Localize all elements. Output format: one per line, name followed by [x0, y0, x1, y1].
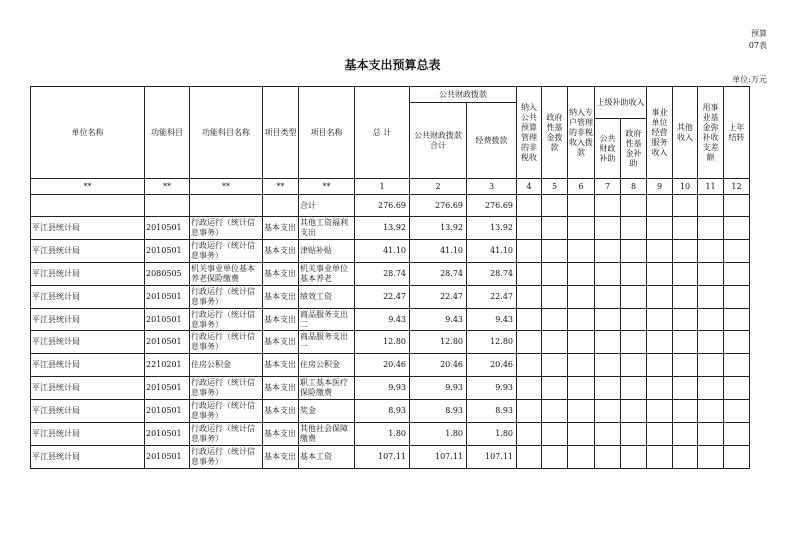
func-code-cell: 2010501 [145, 331, 190, 354]
table-row [31, 423, 750, 446]
func-code-cell: 2010501 [145, 423, 190, 446]
func-code-cell: 2210201 [145, 354, 190, 377]
item-type-cell [263, 285, 299, 308]
index-cell: 6 [568, 179, 595, 195]
funding-cell: 107.11 [467, 445, 517, 468]
empty-cell [673, 377, 698, 400]
index-cell: 3 [467, 179, 517, 195]
empty-cell [568, 423, 595, 446]
empty-cell [542, 217, 568, 240]
empty-cell [698, 354, 724, 377]
empty-cell [673, 423, 698, 446]
func-code-cell: 2010501 [145, 400, 190, 423]
total-cell: 20.46 [355, 354, 410, 377]
empty-cell [595, 262, 621, 285]
func-name-cell [190, 217, 263, 240]
header-special-non-tax: 纳入专户管理的非税收入拨款 [568, 87, 595, 179]
index-cell: 8 [621, 179, 647, 195]
item-name-cell-text: 其他工资福利支出 [300, 217, 348, 237]
item-name-cell [299, 354, 355, 377]
total-funding-amount: 276.69 [467, 195, 517, 217]
public-fiscal-cell: 13.92 [410, 217, 467, 240]
public-fiscal-cell: 12.80 [410, 331, 467, 354]
table-row [31, 354, 750, 377]
func-name-cell-text: 行政运行（统计信息事务） [191, 217, 255, 237]
funding-cell: 1.80 [467, 423, 517, 446]
total-amount: 276.69 [355, 195, 410, 217]
item-name-cell [299, 331, 355, 354]
table-row [31, 308, 750, 331]
func-name-cell-text: 住房公积金 [191, 360, 231, 370]
total-label: 合计 [299, 195, 355, 217]
empty-cell [647, 377, 673, 400]
page-title: 基本支出预算总表 [344, 58, 441, 72]
index-row [31, 179, 750, 195]
header-biz-income: 事业单位经营服务收入 [647, 87, 673, 179]
header-item-name: 项目名称 [299, 87, 355, 179]
empty-cell [542, 445, 568, 468]
func-name-cell-text: 行政运行（统计信息事务） [191, 446, 255, 466]
empty-cell [698, 239, 724, 262]
funding-cell: 28.74 [467, 262, 517, 285]
empty-cell [698, 262, 724, 285]
empty-cell [724, 400, 750, 423]
index-cell: 5 [542, 179, 568, 195]
empty-cell [724, 239, 750, 262]
func-name-cell [190, 239, 263, 262]
empty-cell [517, 308, 542, 331]
item-type-cell-text: 基本支出 [264, 314, 296, 324]
func-name-cell-text: 行政运行（统计信息事务） [191, 286, 255, 306]
table-row [31, 217, 750, 240]
total-cell: 8.93 [355, 400, 410, 423]
item-name-cell-text: 基本工资 [300, 451, 332, 461]
header-func-code: 功能科目 [145, 87, 190, 179]
item-name-cell [299, 239, 355, 262]
empty-cell [673, 285, 698, 308]
header-carryover: 上年结转 [724, 87, 750, 179]
func-code-cell: 2010501 [145, 217, 190, 240]
item-name-cell [299, 445, 355, 468]
empty-cell [673, 445, 698, 468]
empty-cell [724, 308, 750, 331]
budget-table [30, 86, 750, 469]
empty-cell [698, 400, 724, 423]
empty-cell [568, 217, 595, 240]
index-cell: ** [145, 179, 190, 195]
empty-cell [673, 239, 698, 262]
empty-cell [724, 445, 750, 468]
empty-cell [568, 400, 595, 423]
empty-cell [698, 285, 724, 308]
func-name-cell-text: 行政运行（统计信息事务） [191, 309, 255, 329]
item-name-cell [299, 377, 355, 400]
empty-cell [673, 308, 698, 331]
empty-cell [517, 331, 542, 354]
empty-cell [517, 239, 542, 262]
funding-cell: 22.47 [467, 285, 517, 308]
empty-cell [595, 354, 621, 377]
empty-cell [542, 423, 568, 446]
unit-name-cell: 平江县统计局 [31, 445, 145, 468]
empty-cell [517, 262, 542, 285]
unit-name-cell: 平江县统计局 [31, 217, 145, 240]
empty-cell [673, 217, 698, 240]
empty-cell [673, 400, 698, 423]
empty-cell [595, 217, 621, 240]
empty-cell [542, 354, 568, 377]
empty-cell [517, 445, 542, 468]
empty-cell [621, 285, 647, 308]
header-public-fiscal-total: 公共财政拨款合计 [410, 103, 467, 179]
empty-cell [673, 331, 698, 354]
total-row [31, 195, 750, 217]
item-type-cell-text: 基本支出 [264, 451, 296, 461]
header-public-fiscal: 公共财政拨款 [410, 87, 517, 103]
public-fiscal-cell: 8.93 [410, 400, 467, 423]
corner-line-1: 预算 [751, 29, 767, 38]
empty-cell [542, 308, 568, 331]
public-fiscal-cell: 1.80 [410, 423, 467, 446]
total-cell: 9.43 [355, 308, 410, 331]
empty-cell [673, 354, 698, 377]
empty-cell [698, 445, 724, 468]
empty-cell [568, 308, 595, 331]
empty-cell [647, 239, 673, 262]
item-name-cell-text: 津贴补贴 [300, 245, 332, 255]
empty-cell [568, 239, 595, 262]
total-cell: 13.92 [355, 217, 410, 240]
funding-cell: 9.93 [467, 377, 517, 400]
header-gov-fund-subsidy: 政府性基金补助 [621, 119, 647, 179]
empty-cell [595, 423, 621, 446]
empty-cell [517, 354, 542, 377]
item-name-cell [299, 285, 355, 308]
unit-name-cell: 平江县统计局 [31, 331, 145, 354]
func-name-cell [190, 331, 263, 354]
func-code-cell: 2010501 [145, 308, 190, 331]
unit-name-cell: 平江县统计局 [31, 354, 145, 377]
empty-cell [595, 400, 621, 423]
table-row [31, 239, 750, 262]
func-name-cell [190, 285, 263, 308]
empty-cell [698, 308, 724, 331]
func-name-cell-text: 行政运行（统计信息事务） [191, 378, 255, 398]
item-type-cell [263, 331, 299, 354]
funding-cell: 41.10 [467, 239, 517, 262]
empty-cell [647, 285, 673, 308]
empty-cell [647, 262, 673, 285]
item-name-cell [299, 217, 355, 240]
item-name-cell [299, 262, 355, 285]
header-funding: 经费拨款 [467, 103, 517, 179]
unit-name-cell: 平江县统计局 [31, 423, 145, 446]
item-type-cell [263, 400, 299, 423]
item-name-cell-text: 奖金 [300, 406, 316, 416]
empty-cell [517, 285, 542, 308]
func-code-cell: 2080505 [145, 262, 190, 285]
item-type-cell-text: 基本支出 [264, 360, 296, 370]
empty-cell [647, 354, 673, 377]
func-name-cell-text: 行政运行（统计信息事务） [191, 240, 255, 260]
empty-cell [568, 285, 595, 308]
empty-cell [724, 377, 750, 400]
item-type-cell-text: 基本支出 [264, 428, 296, 438]
empty-cell [698, 217, 724, 240]
item-type-cell-text: 基本支出 [264, 383, 296, 393]
empty-cell [595, 285, 621, 308]
item-name-cell [299, 400, 355, 423]
table-number [749, 28, 767, 52]
func-name-cell [190, 262, 263, 285]
empty-cell [568, 354, 595, 377]
item-name-cell-text: 商品服务支出二 [300, 309, 348, 329]
table-row [31, 331, 750, 354]
item-type-cell [263, 423, 299, 446]
item-name-cell-text: 职工基本医疗保险缴费 [300, 378, 348, 398]
total-cell: 22.47 [355, 285, 410, 308]
funding-cell: 20.46 [467, 354, 517, 377]
empty-cell [621, 423, 647, 446]
empty-cell [647, 423, 673, 446]
unit-label: 单位:万元 [732, 75, 767, 84]
empty-cell [621, 262, 647, 285]
empty-cell [568, 331, 595, 354]
public-fiscal-cell: 28.74 [410, 262, 467, 285]
func-name-cell [190, 423, 263, 446]
empty-cell [724, 423, 750, 446]
empty-cell [595, 239, 621, 262]
index-cell: ** [299, 179, 355, 195]
header-fund-offset: 用事业基金弥补收支差额 [698, 87, 724, 179]
index-cell: ** [31, 179, 145, 195]
item-name-cell-text: 绩效工资 [300, 291, 332, 301]
header-non-tax: 纳入公共预算管理的非税收 [517, 87, 542, 179]
empty-cell [698, 377, 724, 400]
func-code-cell: 2010501 [145, 285, 190, 308]
public-fiscal-cell: 20.46 [410, 354, 467, 377]
unit-name-cell: 平江县统计局 [31, 377, 145, 400]
empty-cell [621, 239, 647, 262]
total-cell: 107.11 [355, 445, 410, 468]
item-type-cell [263, 445, 299, 468]
item-type-cell [263, 377, 299, 400]
empty-cell [517, 400, 542, 423]
unit-name-cell: 平江县统计局 [31, 400, 145, 423]
empty-cell [621, 308, 647, 331]
empty-cell [621, 377, 647, 400]
table-row [31, 400, 750, 423]
total-public-amount: 276.69 [410, 195, 467, 217]
func-name-cell-text: 行政运行（统计信息事务） [191, 332, 255, 352]
unit-name-cell: 平江县统计局 [31, 239, 145, 262]
unit-name-cell: 平江县统计局 [31, 308, 145, 331]
total-cell: 41.10 [355, 239, 410, 262]
index-cell: 7 [595, 179, 621, 195]
item-name-cell-text: 机关事业单位基本养老 [300, 263, 348, 283]
header-gov-fund: 政府性基金拨款 [542, 87, 568, 179]
header-total: 总 计 [355, 87, 410, 179]
empty-cell [724, 354, 750, 377]
table-row [31, 262, 750, 285]
total-cell: 9.93 [355, 377, 410, 400]
funding-cell: 13.92 [467, 217, 517, 240]
func-code-cell: 2010501 [145, 445, 190, 468]
func-name-cell [190, 445, 263, 468]
index-cell: ** [263, 179, 299, 195]
item-name-cell [299, 308, 355, 331]
index-cell: 9 [647, 179, 673, 195]
empty-cell [724, 217, 750, 240]
item-type-cell [263, 239, 299, 262]
empty-cell [698, 423, 724, 446]
table-row [31, 377, 750, 400]
item-type-cell [263, 262, 299, 285]
funding-cell: 9.43 [467, 308, 517, 331]
total-cell: 28.74 [355, 262, 410, 285]
empty-cell [724, 262, 750, 285]
func-name-cell-text: 行政运行（统计信息事务） [191, 401, 255, 421]
item-name-cell-text: 住房公积金 [300, 360, 340, 370]
item-type-cell-text: 基本支出 [264, 222, 296, 232]
public-fiscal-cell: 22.47 [410, 285, 467, 308]
item-type-cell [263, 354, 299, 377]
empty-cell [724, 285, 750, 308]
header-public-fiscal-subsidy: 公共财政补助 [595, 119, 621, 179]
empty-cell [542, 331, 568, 354]
empty-cell [595, 445, 621, 468]
empty-cell [517, 217, 542, 240]
index-cell: 12 [724, 179, 750, 195]
empty-cell [621, 331, 647, 354]
item-name-cell-text: 商品服务支出一 [300, 332, 348, 352]
unit-name-cell: 平江县统计局 [31, 262, 145, 285]
empty-cell [698, 331, 724, 354]
empty-cell [568, 445, 595, 468]
header-other-income: 其他收入 [673, 87, 698, 179]
item-type-cell-text: 基本支出 [264, 245, 296, 255]
empty-cell [647, 400, 673, 423]
funding-cell: 12.80 [467, 331, 517, 354]
public-fiscal-cell: 41.10 [410, 239, 467, 262]
empty-cell [568, 377, 595, 400]
empty-cell [647, 217, 673, 240]
public-fiscal-cell: 9.43 [410, 308, 467, 331]
empty-cell [542, 400, 568, 423]
empty-cell [724, 331, 750, 354]
empty-cell [621, 217, 647, 240]
empty-cell [517, 423, 542, 446]
item-type-cell-text: 基本支出 [264, 268, 296, 278]
empty-cell [542, 239, 568, 262]
empty-cell [621, 354, 647, 377]
func-name-cell-text: 机关事业单位基本养老保险缴费 [191, 263, 255, 283]
empty-cell [595, 377, 621, 400]
empty-cell [621, 445, 647, 468]
index-cell: 2 [410, 179, 467, 195]
header-unit-name: 单位名称 [31, 87, 145, 179]
item-type-cell [263, 217, 299, 240]
empty-cell [621, 400, 647, 423]
index-cell: 11 [698, 179, 724, 195]
total-cell: 1.80 [355, 423, 410, 446]
index-cell: 10 [673, 179, 698, 195]
funding-cell: 8.93 [467, 400, 517, 423]
unit-name-cell: 平江县统计局 [31, 285, 145, 308]
corner-line-2: 07表 [748, 41, 767, 50]
item-type-cell-text: 基本支出 [264, 406, 296, 416]
func-name-cell [190, 377, 263, 400]
index-cell: ** [190, 179, 263, 195]
func-code-cell: 2010501 [145, 239, 190, 262]
header-item-type: 项目类型 [263, 87, 299, 179]
empty-cell [673, 262, 698, 285]
item-name-cell [299, 423, 355, 446]
func-name-cell [190, 354, 263, 377]
empty-cell [595, 331, 621, 354]
empty-cell [517, 377, 542, 400]
empty-cell [542, 377, 568, 400]
total-cell: 12.80 [355, 331, 410, 354]
table-row [31, 285, 750, 308]
func-name-cell-text: 行政运行（统计信息事务） [191, 423, 255, 443]
table-row [31, 445, 750, 468]
empty-cell [568, 262, 595, 285]
empty-cell [647, 308, 673, 331]
header-func-name: 功能科目名称 [190, 87, 263, 179]
public-fiscal-cell: 9.93 [410, 377, 467, 400]
item-type-cell-text: 基本支出 [264, 337, 296, 347]
empty-cell [542, 285, 568, 308]
item-name-cell-text: 其他社会保障缴费 [300, 423, 348, 443]
func-code-cell: 2010501 [145, 377, 190, 400]
public-fiscal-cell: 107.11 [410, 445, 467, 468]
index-cell: 1 [355, 179, 410, 195]
item-type-cell-text: 基本支出 [264, 291, 296, 301]
empty-cell [542, 262, 568, 285]
header-superior-subsidy: 上级补助收入 [595, 87, 647, 119]
func-name-cell [190, 308, 263, 331]
index-cell: 4 [517, 179, 542, 195]
empty-cell [595, 308, 621, 331]
empty-cell [647, 331, 673, 354]
item-type-cell [263, 308, 299, 331]
empty-cell [647, 445, 673, 468]
func-name-cell [190, 400, 263, 423]
